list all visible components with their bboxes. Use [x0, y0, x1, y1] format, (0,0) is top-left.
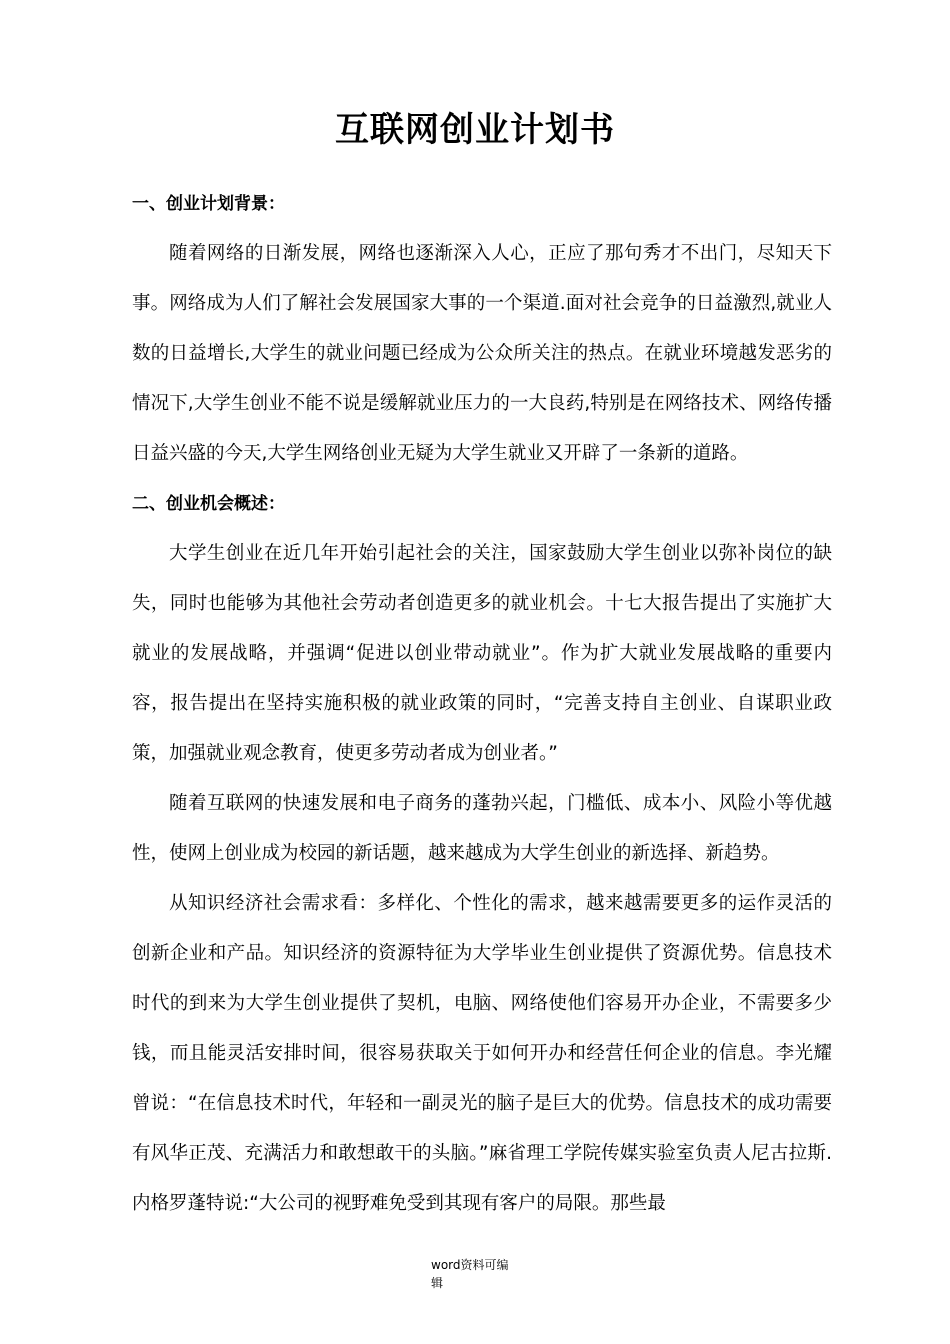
document-title: 互联网创业计划书: [335, 110, 615, 150]
section-heading-opportunity: 二、创业机会概述：: [132, 494, 285, 514]
page-footer: [431, 1256, 541, 1292]
paragraph-opportunity-1: 大学生创业在近几年开始引起社会的关注，国家鼓励大学生创业以弥补岗位的缺失，同时也能够为其他社会劳动者创造更多的就业机会。十七大报告提出了实施扩大就业的发展战略，并强调“促进以创业带动就业”。作为扩大就业发展战略的重要内容，报告提出在坚持实施积极的就业政策的同时，“完善支持自主创业、自谋职业政策，加强就业观念教育，使更多劳动者成为创业者。”: [132, 543, 832, 764]
document-body: [132, 179, 832, 1229]
section-heading-background: 一、创业计划背景：: [132, 194, 285, 214]
paragraph-opportunity-2: 随着互联网的快速发展和电子商务的蓬勃兴起，门槛低、成本小、风险小等优越性，使网上创业成为校园的新话题，越来越成为大学生创业的新选择、新趋势。: [132, 793, 832, 864]
footer-line-2: 辑: [431, 1276, 444, 1290]
paragraph-opportunity-3: 从知识经济社会需求看：多样化、个性化的需求，越来越需要更多的运作灵活的创新企业和产品。知识经济的资源特征为大学毕业生创业提供了资源优势。信息技术时代的到来为大学生创业提供了契机，电脑、网络使他们容易开办企业，不需要多少钱，而且能灵活安排时间，很容易获取关于如何开办和经营任何企业的信息。李光耀曾说：“在信息技术时代，年轻和一副灵光的脑子是巨大的优势。信息技术的成功需要有风华正茂、充满活力和敢想敢干的头脑。”麻省理工学院传媒实验室负责人尼古拉斯.内格罗蓬特说:“大公司的视野难免受到其现有客户的局限。那些最: [132, 893, 832, 1214]
footer-line-1: word资料可编: [431, 1258, 509, 1272]
paragraph-background: 随着网络的日渐发展，网络也逐渐深入人心，正应了那句秀才不出门，尽知天下事。网络成为人们了解社会发展国家大事的一个渠道.面对社会竞争的日益激烈,就业人数的日益增长,大学生的就业问题已经成为公众所关注的热点。在就业环境越发恶劣的情况下,大学生创业不能不说是缓解就业压力的一大良药,特别是在网络技术、网络传播日益兴盛的今天,大学生网络创业无疑为大学生就业又开辟了一条新的道路。: [132, 243, 832, 464]
